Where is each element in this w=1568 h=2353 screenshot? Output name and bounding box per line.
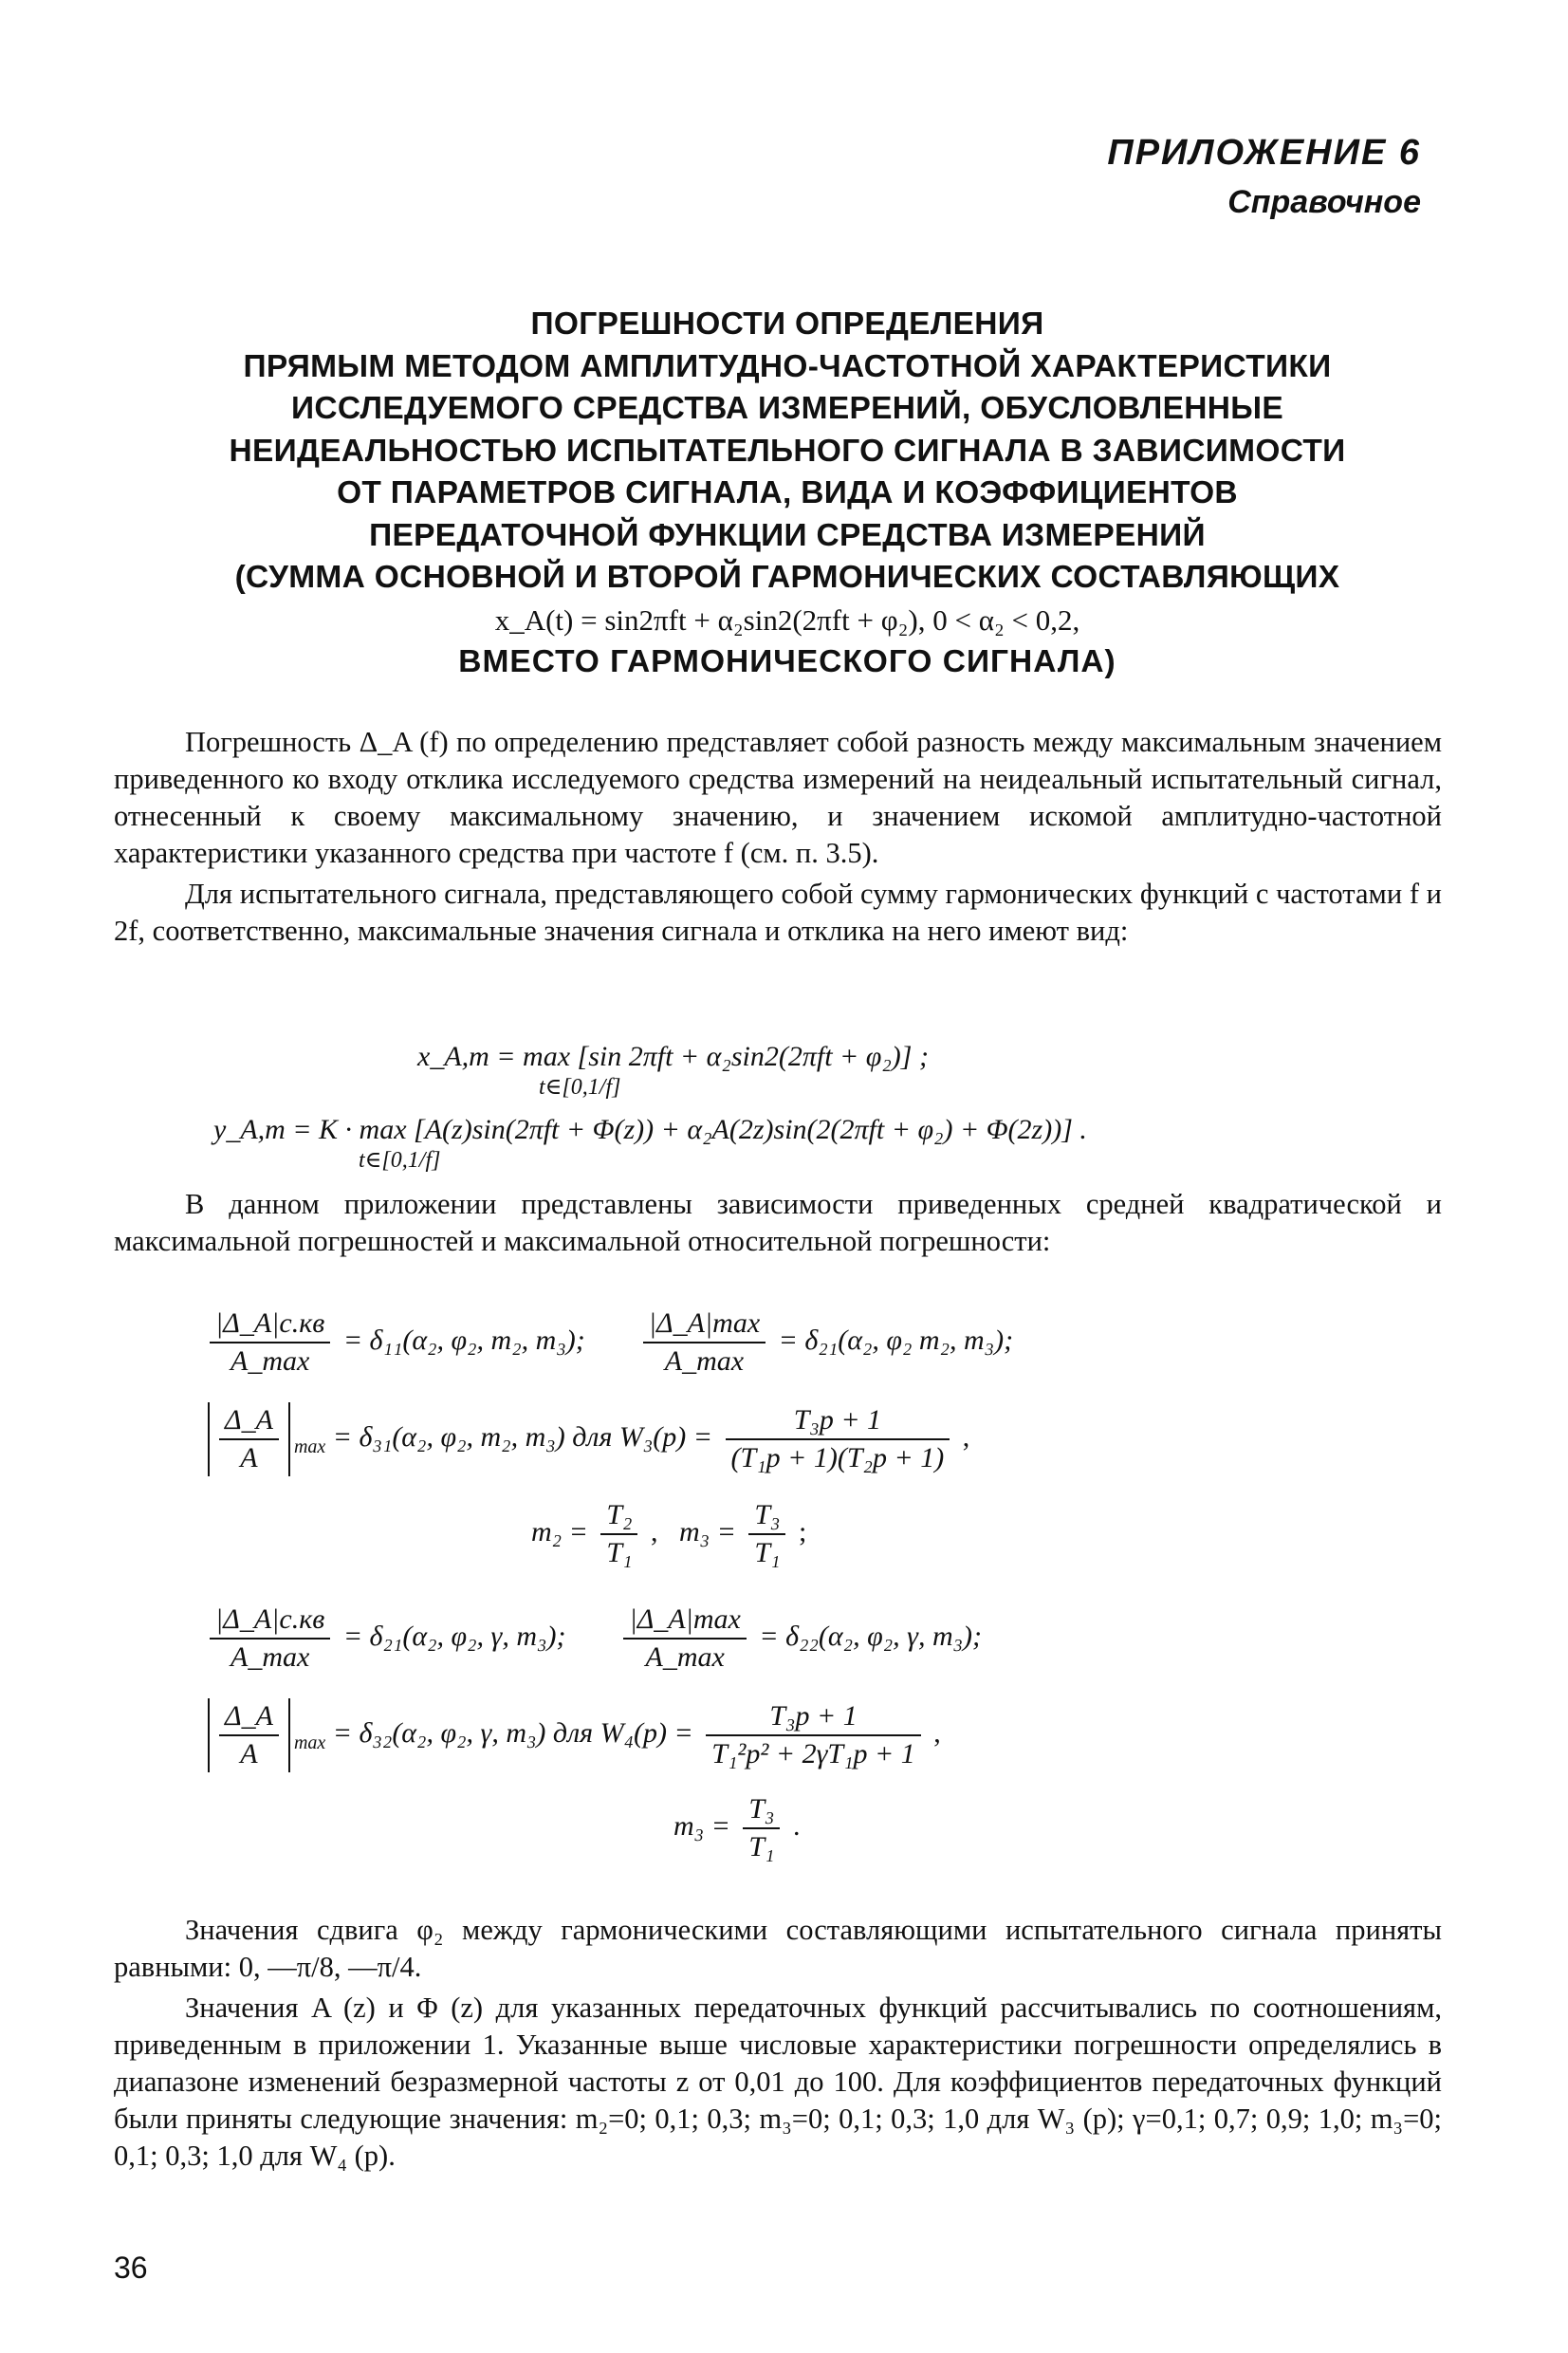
- appendix-type: Справочное: [1227, 184, 1421, 220]
- page-number: 36: [114, 2251, 148, 2285]
- fraction: $\frac{\Delta\_A}{A}$: [219, 1700, 279, 1770]
- fraction: $\frac{\Delta\_A}{A}$: [219, 1404, 279, 1474]
- equation-relative-error-w4: $\frac{\Delta\_A}{A}$ $_{max}$ = δ₃₂(α₂, φ₂, γ, m₃) для W₄(p) = $\frac{\text{T₃p + 1}}{\text{T₁²p² + 2γT₁p + 1}}$ ,: [204, 1698, 941, 1772]
- paragraph: Для испытательного сигнала, представляющего собой сумму гармонических функций с частотами f и 2f, соответственно, максимальные значения сигнала и отклика на него имеют вид:: [114, 878, 1442, 947]
- title-line: ПОГРЕШНОСТИ ОПРЕДЕЛЕНИЯ: [530, 306, 1044, 342]
- equation-signal-max: x_A,m = max [sin 2πft + α₂sin2(2πft + φ₂)] ;: [417, 1041, 929, 1072]
- title-line: ОТ ПАРАМЕТРОВ СИГНАЛА, ВИДА И КОЭФФИЦИЕНТОВ: [337, 475, 1238, 510]
- title-line: ПЕРЕДАТОЧНОЙ ФУНКЦИИ СРЕДСТВА ИЗМЕРЕНИЙ: [369, 517, 1206, 553]
- equation-range: t∈[0,1/f]: [359, 1148, 441, 1173]
- paragraph: Погрешность Δ_A (f) по определению представляет собой разность между максимальным значением приведенного ко входу отклика исследуемого средства измерений на неидеальный испытательный сигнал, отнесенный к своему максимальному значению, и значением искомой амплитудно-частотной характеристики указанного средства при частоте f (см. п. 3.5).: [114, 726, 1442, 869]
- paragraph-block: [114, 1912, 1442, 2175]
- fraction: $\frac{|\Delta\_A|с.кв}{A\_\max}$: [210, 1307, 330, 1378]
- paragraph: Значения A (z) и Φ (z) для указанных передаточных функций рассчитывались по соотношениям, приведенным в приложении 1. Указанные выше числовые характеристики погрешности определялись в диапазоне изменений безразмерной частоты z от 0,01 до 100. Для коэффициентов передаточных функций были приняты следующие значения: m₂=0; 0,1; 0,3; m₃=0; 0,1; 0,3; 1,0 для W₃ (p); γ=0,1; 0,7; 0,9; 1,0; m₃=0; 0,1; 0,3; 1,0 для W₄ (p).: [114, 1992, 1442, 2172]
- equation-response-max: y_A,m = K · max [A(z)sin(2πft + Φ(z)) + α₂A(2z)sin(2(2πft + φ₂) + Φ(2z))] .: [213, 1114, 1087, 1145]
- document-title: [123, 304, 1451, 684]
- paragraph-block: [114, 724, 1442, 950]
- fraction: $\frac{|\Delta\_A|\max}{A\_\max}$: [643, 1307, 766, 1378]
- appendix-label: ПРИЛОЖЕНИЕ 6: [1107, 133, 1421, 173]
- title-line: (СУММА ОСНОВНОЙ И ВТОРОЙ ГАРМОНИЧЕСКИХ СОСТАВЛЯЮЩИХ: [234, 560, 1340, 595]
- fraction: $\frac{\text{T₃}}{\text{T₁}}$: [748, 1499, 785, 1569]
- equation-relative-error-w3: $\frac{\Delta\_A}{A}$ $_{max}$ = δ₃₁(α₂, φ₂, m₂, m₃) для W₃(p) = $\frac{\text{T₃p + 1}}{\text{(T₁p + 1)(T₂p + 1)}}$ ,: [204, 1402, 969, 1476]
- paragraph-block: [114, 1186, 1442, 1260]
- title-line: НЕИДЕАЛЬНОСТЬЮ ИСПЫТАТЕЛЬНОГО СИГНАЛА В ЗАВИСИМОСТИ: [229, 433, 1346, 469]
- fraction: $\frac{|\Delta\_A|\max}{A\_\max}$: [623, 1603, 746, 1674]
- appendix-header: [1107, 128, 1421, 227]
- equation-error-w3: $\frac{|\Delta\_A|с.кв}{A\_\max}$ = δ₁₁(α₂, φ₂, m₂, m₃); $\frac{|\Delta\_A|\max}{A\_\max}$ = δ₂₁(α₂, φ₂ m₂, m₃);: [204, 1307, 1013, 1378]
- equation-coefficient-m3: m₃ = $\frac{\text{T₃}}{\text{T₁}}$ .: [673, 1793, 801, 1862]
- fraction: $\frac{\text{T₃p + 1}}{\text{T₁²p² + 2γT₁p + 1}}$: [706, 1700, 921, 1770]
- fraction: $\frac{\text{T₂}}{\text{T₁}}$: [600, 1499, 637, 1569]
- title-line: ИССЛЕДУЕМОГО СРЕДСТВА ИЗМЕРЕНИЙ, ОБУСЛОВЛЕННЫЕ: [291, 391, 1283, 426]
- equation-coefficients: m₂ = $\frac{\text{T₂}}{\text{T₁}}$ , m₃ = $\frac{\text{T₃}}{\text{T₁}}$ ;: [531, 1499, 807, 1568]
- paragraph: В данном приложении представлены зависимости приведенных средней квадратической и максимальной погрешностей и максимальной относительной погрешности:: [114, 1188, 1442, 1257]
- title-line: ПРЯМЫМ МЕТОДОМ АМПЛИТУДНО-ЧАСТОТНОЙ ХАРАКТЕРИСТИКИ: [243, 348, 1332, 384]
- title-line: ВМЕСТО ГАРМОНИЧЕСКОГО СИГНАЛА): [458, 644, 1116, 679]
- equation-range: t∈[0,1/f]: [539, 1075, 621, 1100]
- paragraph: Значения сдвига φ₂ между гармоническими составляющими испытательного сигнала приняты равными: 0, —π/8, —π/4.: [114, 1914, 1442, 1983]
- equation-error-w4: $\frac{|\Delta\_A|с.кв}{A\_\max}$ = δ₂₁(α₂, φ₂, γ, m₃); $\frac{|\Delta\_A|\max}{A\_\max}$ = δ₂₂(α₂, φ₂, γ, m₃);: [204, 1603, 982, 1674]
- fraction: $\frac{\text{T₃p + 1}}{\text{(T₁p + 1)(T₂p + 1)}}$: [726, 1404, 950, 1474]
- title-formula: x_A(t) = sin2πft + α₂sin2(2πft + φ₂), 0 < α₂ < 0,2,: [494, 602, 1080, 637]
- fraction: $\frac{|\Delta\_A|с.кв}{A\_\max}$: [210, 1603, 330, 1674]
- fraction: $\frac{\text{T₃}}{\text{T₁}}$: [743, 1793, 780, 1863]
